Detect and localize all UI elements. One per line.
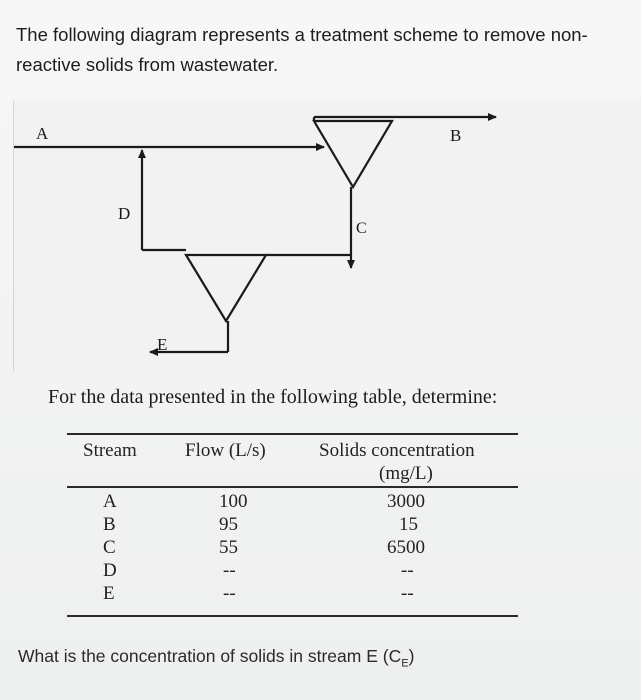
- question-card: The following diagram represents a treatment scheme to remove non-reactive solids from wastewater. A B C D E For the data presented in the following table, determine: Stream Flow (L/s) Solids concentration (mg/L) A 100 3000 B 95 15 C 55 6500 D -- -- E -- -- What is the concentration of solids in stream E $(C_E)$: [0, 0, 641, 700]
- label-e: E: [157, 335, 168, 354]
- header-stream: Stream: [83, 440, 137, 461]
- label-d: D: [118, 204, 131, 223]
- label-b: B: [450, 126, 462, 145]
- header-conc-line2: (mg/L): [379, 463, 433, 484]
- header-conc-line1: Solids concentration: [319, 440, 475, 461]
- label-a: A: [36, 124, 49, 143]
- intro-text: The following diagram represents a treatment scheme to remove non-reactive solids from wastewater.: [16, 24, 588, 75]
- treatment-diagram: [13, 100, 641, 372]
- treatment-diagram-svg: [14, 100, 641, 372]
- clarifier-2: [186, 255, 266, 321]
- header-flow: Flow (L/s): [185, 440, 266, 461]
- prompt-text: For the data presented in the following table, determine:: [48, 386, 498, 408]
- question-subscript: E: [401, 657, 409, 670]
- table-top-rule: [67, 433, 518, 435]
- table-bottom-rule: [67, 615, 518, 617]
- clarifier-1: [314, 121, 392, 187]
- label-c: C: [356, 220, 367, 237]
- question-text: What is the concentration of solids in stream E $(C_E)$: [18, 646, 415, 670]
- table-header-rule: [67, 486, 518, 488]
